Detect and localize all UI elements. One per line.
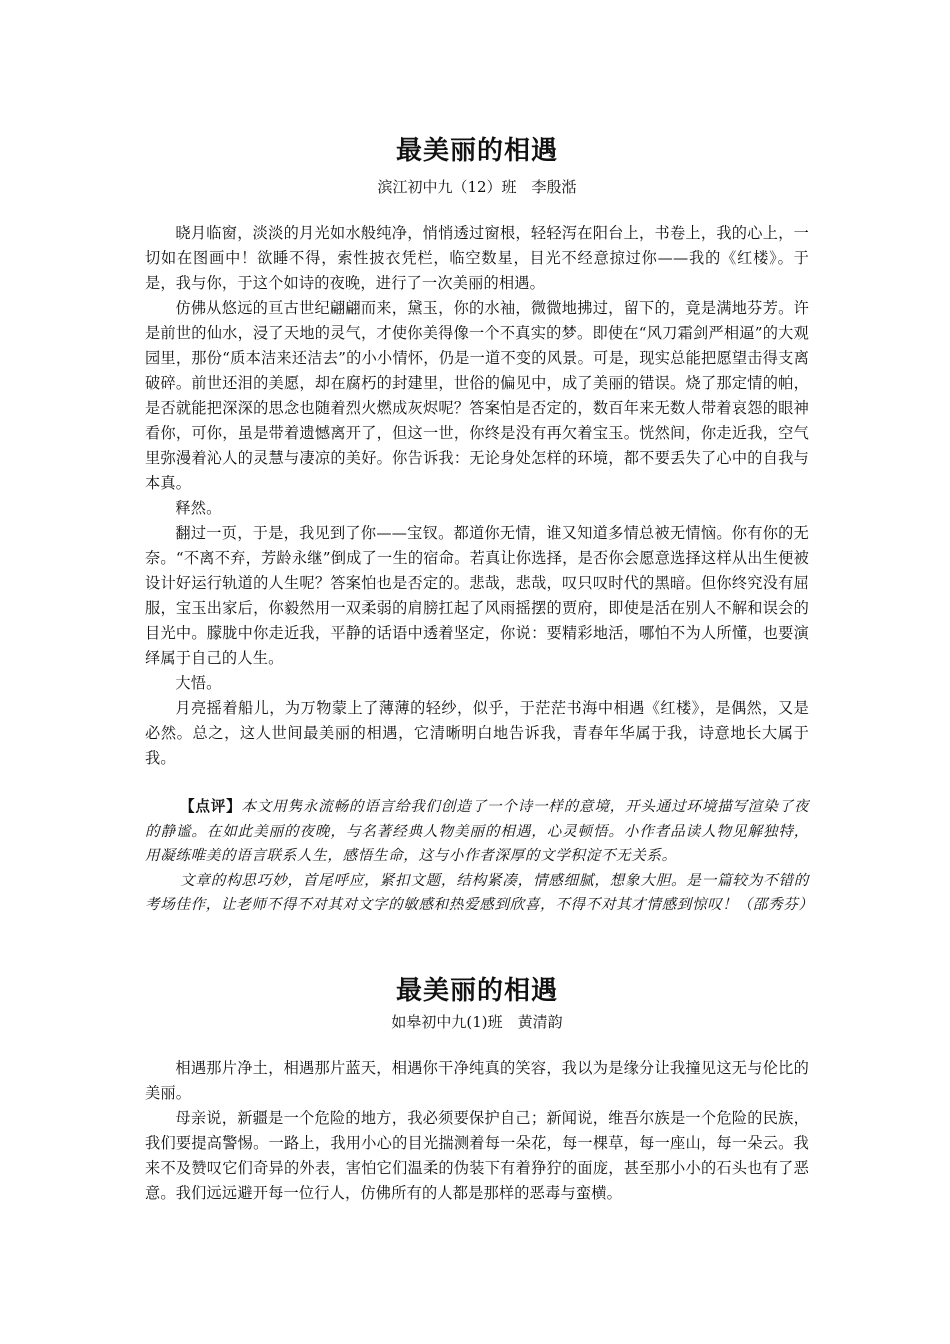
teacher-comment (145, 795, 814, 918)
paragraph: 翻过一页，于是，我见到了你——宝钗。都道你无情，谁又知道多情总被无情恼。你有你的无奈。“不离不弃，芳龄永继”倒成了一生的宿命。若真让你选择，是否你会愿意选择这样从出生便被设计好运行轨道的人生呢？答案怕也是否定的。悲哉，悲哉，叹只叹时代的黑暗。但你终究没有屈服，宝玉出家后，你毅然用一双柔弱的肩膀扛起了风雨摇摆的贾府，即使是活在别人不解和误会的目光中。朦胧中你走近我，平静的话语中透着坚定，你说：要精彩地活，哪怕不为人所懂，也要演绎属于自己的人生。 (145, 524, 809, 667)
essay-1-byline: 滨江初中九（12）班 李殷湉 (377, 178, 577, 196)
essay-2-byline: 如皋初中九(1)班 黄清韵 (391, 1012, 563, 1031)
comment-text: 本文用隽永流畅的语言给我们创造了一个诗一样的意境，开头通过环境描写渲染了夜的静谧。在如此美丽的夜晚，与名著经典人物美丽的相遇，心灵顿悟。小作者品读人物见解独特，用凝练唯美的语言联系人生，感悟生命，这与小作者深厚的文学积淀不无关系。 (145, 798, 810, 864)
essay-2-body (145, 1056, 809, 1206)
essay-2 (145, 970, 809, 1206)
paragraph: 仿佛从悠远的亘古世纪翩翩而来，黛玉，你的水袖，微微地拂过，留下的，竟是满地芬芳。许是前世的仙水，浸了天地的灵气，才使你美得像一个不真实的梦。即使在“风刀霜剑严相逼”的大观园里，那份“质本洁来还洁去”的小小情怀，仍是一道不变的风景。可是，现实总能把愿望击得支离破碎。前世还泪的美愿，却在腐朽的封建里，世俗的偏见中，成了美丽的错误。烧了那定情的帕，是否就能把深深的思念也随着烈火燃成灰烬呢？答案怕是否定的，数百年来无数人带着哀怨的眼神看你，可你，虽是带着遗憾离开了，但这一世，你终是没有再欠着宝玉。恍然间，你走近我，空气里弥漫着沁人的灵慧与凄凉的美好。你告诉我：无论身处怎样的环境，都不要丢失了心中的自我与本真。 (145, 299, 809, 492)
paragraph: 母亲说，新疆是一个危险的地方，我必须要保护自己；新闻说，维吾尔族是一个危险的民族，我们要提高警惕。一路上，我用小心的目光揣测着每一朵花，每一棵草，每一座山，每一朵云。我来不及赞叹它们奇异的外表，害怕它们温柔的伪装下有着狰狞的面庞，甚至那小小的石头也有了恶意。我们远远避开每一位行人，仿佛所有的人都是那样的恶毒与蛮横。 (145, 1108, 809, 1202)
essay-1 (145, 130, 814, 918)
comment-paragraph: 文章的构思巧妙，首尾呼应，紧扣文题，结构紧凑，情感细腻，想象大胆。是一篇较为不错的考场佳作，让老师不得不对其对文字的敏感和热爱感到欣喜，不得不对其才情感到惊叹！（邵秀芬） (145, 871, 814, 913)
page-content (145, 0, 814, 1206)
paragraph: 相遇那片净土，相遇那片蓝天，相遇你干净纯真的笑容，我以为是缘分让我撞见这无与伦比的美丽。 (145, 1058, 809, 1102)
comment-tag: 【点评】 (180, 798, 242, 815)
paragraph: 晓月临窗，淡淡的月光如水般纯净，悄悄透过窗根，轻轻泻在阳台上，书卷上，我的心上，一切如在图画中！欲睡不得，索性披衣凭栏，临空数星，目光不经意掠过你——我的《红楼》。于是，我与你，于这个如诗的夜晚，进行了一次美丽的相遇。 (145, 224, 809, 292)
paragraph: 释然。 (175, 499, 222, 517)
essay-1-title: 最美丽的相遇 (395, 136, 558, 166)
essay-1-body (145, 221, 809, 771)
comment-paragraph (145, 795, 809, 869)
paragraph: 大悟。 (175, 674, 222, 692)
essay-2-title: 最美丽的相遇 (395, 975, 558, 1006)
paragraph: 月亮摇着船儿，为万物蒙上了薄薄的轻纱，似乎，于茫茫书海中相遇《红楼》，是偶然，又是必然。总之，这人世间最美丽的相遇，它清晰明白地告诉我，青春年华属于我，诗意地长大属于我。 (145, 699, 809, 767)
